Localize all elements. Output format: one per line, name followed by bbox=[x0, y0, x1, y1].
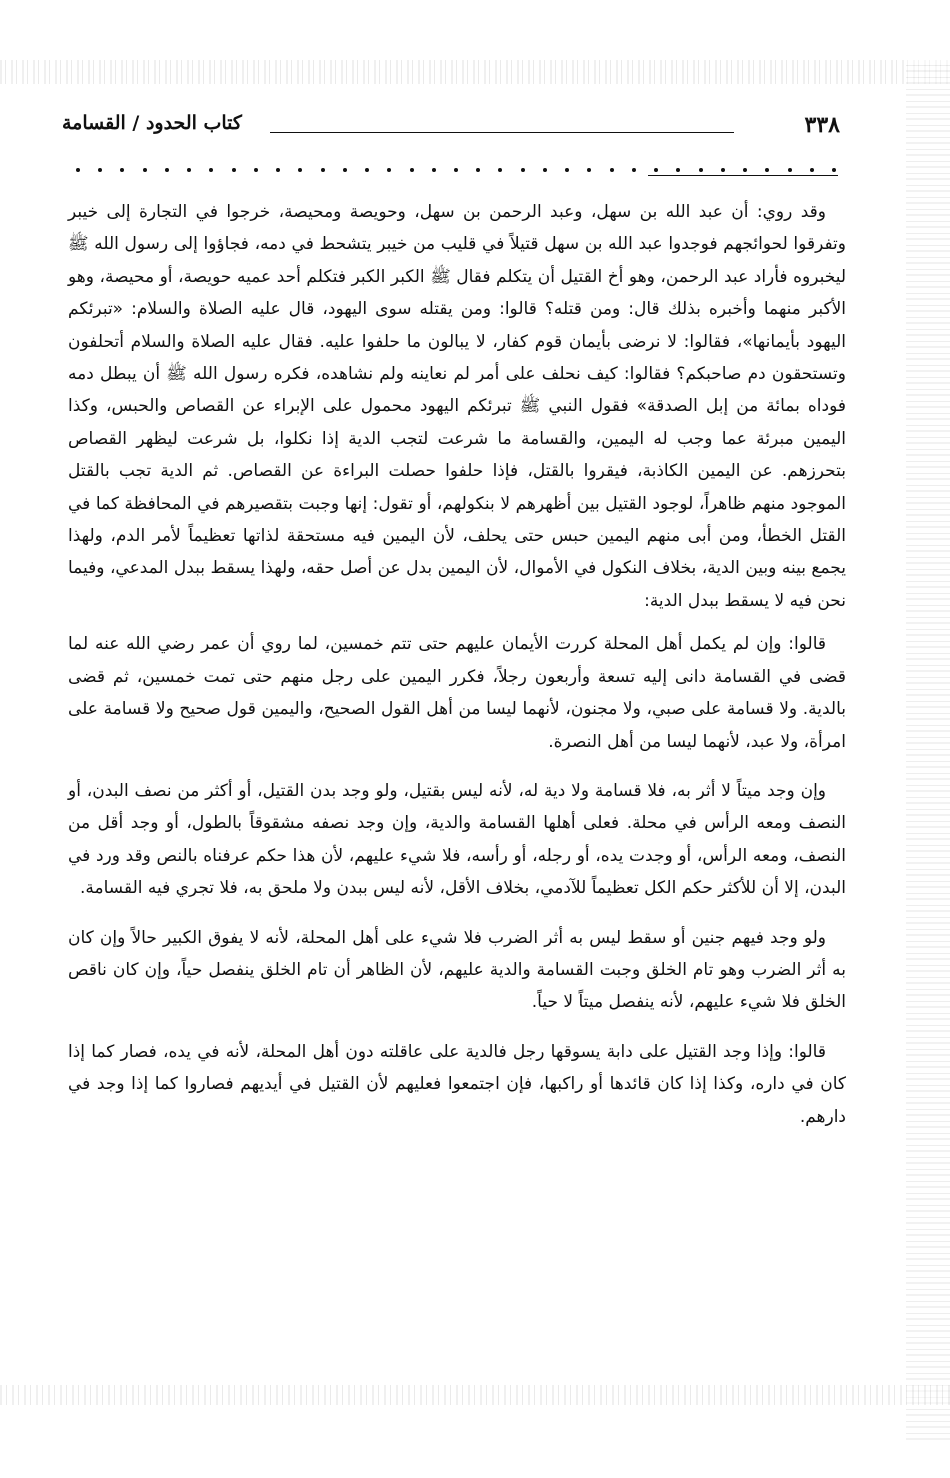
running-title: كتاب الحدود / القسامة bbox=[62, 112, 242, 134]
paragraph: ولو وجد فيهم جنين أو سقط ليس به أثر الضرب فلا شيء على أهل المحلة، لأنه لا يفوق الكبير حالاً وإن كان به أثر الضرب وهو تام الخلق وجبت القسامة والدية عليهم، لأن الظاهر أن تام الخلق ينفصل حياً، وإن كان ناقص الخلق فلا شيء عليهم، لأنه ينفصل ميتاً لا حياً. bbox=[68, 927, 846, 1013]
header-rule bbox=[270, 132, 734, 133]
section-rule bbox=[648, 175, 838, 176]
scan-edge-top bbox=[0, 60, 950, 84]
paragraph: وإن وجد ميتاً لا أثر به، فلا قسامة ولا دية له، لأنه ليس بقتيل، ولو وجد بدن القتيل، أو أكثر من نصف البدن، أو النصف ومعه الرأس في محلة. فعلى أهلها القسامة والدية، وإن وجد نصفه مشقوقاً بالطول، أو وجد أقل من النصف، ومعه الرأس، أو وجدت يده، أو رجله، أو رأسه، فلا شيء عليهم، لأن هذا حكم عرفناه بالنص وقد ورد في البدن، إلا أن للأكثر حكم الكل تعظيماً للآدمي، بخلاف الأقل، لأنه ليس ببدن ولا ملحق به، فلا تجري فيه القسامة. bbox=[68, 780, 846, 899]
paragraph: قالوا: وإن لم يكمل أهل المحلة كررت الأيمان عليهم حتى تتم خمسين، لما روي أن عمر رضي الله عنه لما قضى في القسامة دانى إليه تسعة وأربعون رجلاً، فكرر اليمين على رجل منهم حتى تمت خمسين، ثم قضى بالدية. ولا قسامة على صبي، ولا مجنون، لأنهما ليسا من أهل القول الصحيح، واليمين قول صحيح ولا قسامة على امرأة، ولا عبد، لأنهما ليسا من أهل النصرة. bbox=[68, 634, 846, 752]
paragraph: وقد روي: أن عبد الله بن سهل، وعبد الرحمن بن سهل، وحويصة ومحيصة، خرجوا في التجارة إلى خيبر وتفرقوا لحوائجهم فوجدوا عبد الله بن سهل قتيلاً في قليب من خيبر يتشحط في دمه، فجاؤوا إلى رسول الله ﷺ ليخبروه فأراد عبد الرحمن، وهو أخ القتيل أن يتكلم فقال ﷺ الكبر الكبر فتكلم أحد عميه حويصة، أو محيصة، وهو الأكبر منهما وأخبره بذلك قال: ومن قتله؟ قالوا: ومن يقتله سوى اليهود، قال عليه الصلاة والسلام: «تبرئكم اليهود بأيمانها»، فقالوا: لا نرضى بأيمان قوم كفار، لا يبالون ما حلفوا عليه. فقال عليه الصلاة والسلام أتحلفون وتستحقون دم صاحبكم؟ فقالوا: كيف نحلف على أمر لم نعاينه ولم نشاهده، فكره رسول الله ﷺ أن يبطل دمه فوداه بمائة من إبل الصدقة» فقول النبي ﷺ تبرئكم اليهود محمول على الإبراء عن القصاص والحبس، وكذا اليمين مبرئة عما وجب له اليمين، والقسامة ما شرعت لتجب الدية إذا نكلوا، بل شرعت ليظهر القصاص بتحرزهم. عن اليمين الكاذبة، فيقروا بالقتل، فإذا حلفوا حصلت البراءة عن القصاص. ثم الدية تجب بالقتل الموجود منهم ظاهراً، لوجود القتيل بين أظهرهم لا بنكولهم، أو تقول: إنها وجبت بتقصيرهم في المحافظة كما في القتل الخطأ، ومن أبى منهم اليمين حبس حتى يحلف، لأن اليمين فيه مستحقة لذاتها تعظيماً لأمر الدم، ولهذا يجمع بينه وبين الدية، بخلاف النكول في الأموال، لأن اليمين بدل عن أصل حقه، ولهذا يسقط ببدل المدعي، وفيما نحن فيه لا يسقط ببدل الدية: bbox=[68, 202, 846, 611]
body-text bbox=[68, 196, 846, 1133]
scan-edge-bottom bbox=[0, 1385, 950, 1405]
page-header bbox=[62, 112, 840, 146]
scan-edge-right bbox=[906, 60, 950, 1440]
paragraph: قالوا: وإذا وجد القتيل على دابة يسوقها رجل فالدية على عاقلته دون أهل المحلة، لأنه في يده، فصار كما إذا كان في داره، وكذا إذا كان قائدها أو راكبها، فإن اجتمعوا فعليهم لأن القتيل في أيديهم فصاروا كما إذا وجد في دارهم. bbox=[68, 1041, 846, 1127]
page-number: ٣٣٨ bbox=[804, 112, 840, 138]
dotted-separator bbox=[76, 168, 836, 186]
